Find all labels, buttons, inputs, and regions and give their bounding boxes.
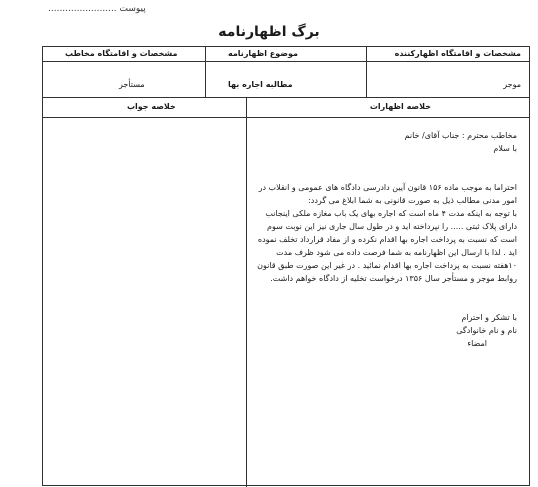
parties-row [43, 47, 529, 98]
declaration-table [42, 46, 530, 486]
signature-line: امضاء [467, 339, 487, 348]
subject-header: موضوع اظهارنامه [228, 49, 298, 58]
declarant-header: مشخصات و اقامتگاه اظهارکننده [394, 49, 521, 58]
column-divider [205, 47, 206, 98]
body-column-divider [246, 98, 247, 487]
subject-value: مطالبه اجاره بها [228, 80, 293, 89]
statements-body [255, 129, 517, 350]
addressee-value: مستأجر [119, 80, 145, 89]
declarant-value: موجر [503, 80, 521, 89]
paragraph-rent-demand: با توجه به اینکه مدت ۴ ماه است که اجاره بهای یک باب مغازه ملکی اینجانب دارای پلاک ثبتی ..... را نپرداخته اید و در طول سال جاری نیز این نوبت سوم است که نسبت به پرداخت اجاره بها اقدام نکرده و از مفاد قرارداد تخلف نموده اید . لذا با ارسال این اظهارنامه به شما فرصت داده می شود ظرف مدت ۱۰هفته نسبت به پرداخت اجاره بها اقدام نمائید . در غیر این صورت طبق قانون روابط موجر و مستأجر سال ۱۳۵۶ درخواست تخلیه از دادگاه خواهم داشت. [257, 209, 517, 283]
name-line: نام و نام خانوادگی [456, 326, 517, 335]
addressee-header: مشخصات و اقامتگاه مخاطب [65, 49, 178, 58]
page-title: برگ اظهارنامه [218, 24, 320, 40]
statements-header: خلاصه اظهارات [369, 102, 431, 111]
greeting: با سلام [493, 144, 517, 153]
salutation: مخاطب محترم : جناب آقای/ خانم [404, 131, 517, 140]
header-divider [43, 61, 529, 62]
response-body [43, 118, 246, 487]
column-divider [366, 47, 367, 98]
response-header: خلاصه جواب [127, 102, 176, 111]
attachment-label: پیوست ........................ [48, 4, 146, 14]
paragraph-legal-notice: احتراما به موجب ماده ۱۵۶ قانون آیین دادرسی دادگاه های عمومی و انقلاب در امور مدنی مطالب ذیل به صورت قانونی به شما ابلاغ می گردد: [258, 183, 517, 205]
summary-header-row [43, 98, 529, 118]
closing: با تشکر و احترام [461, 313, 517, 322]
